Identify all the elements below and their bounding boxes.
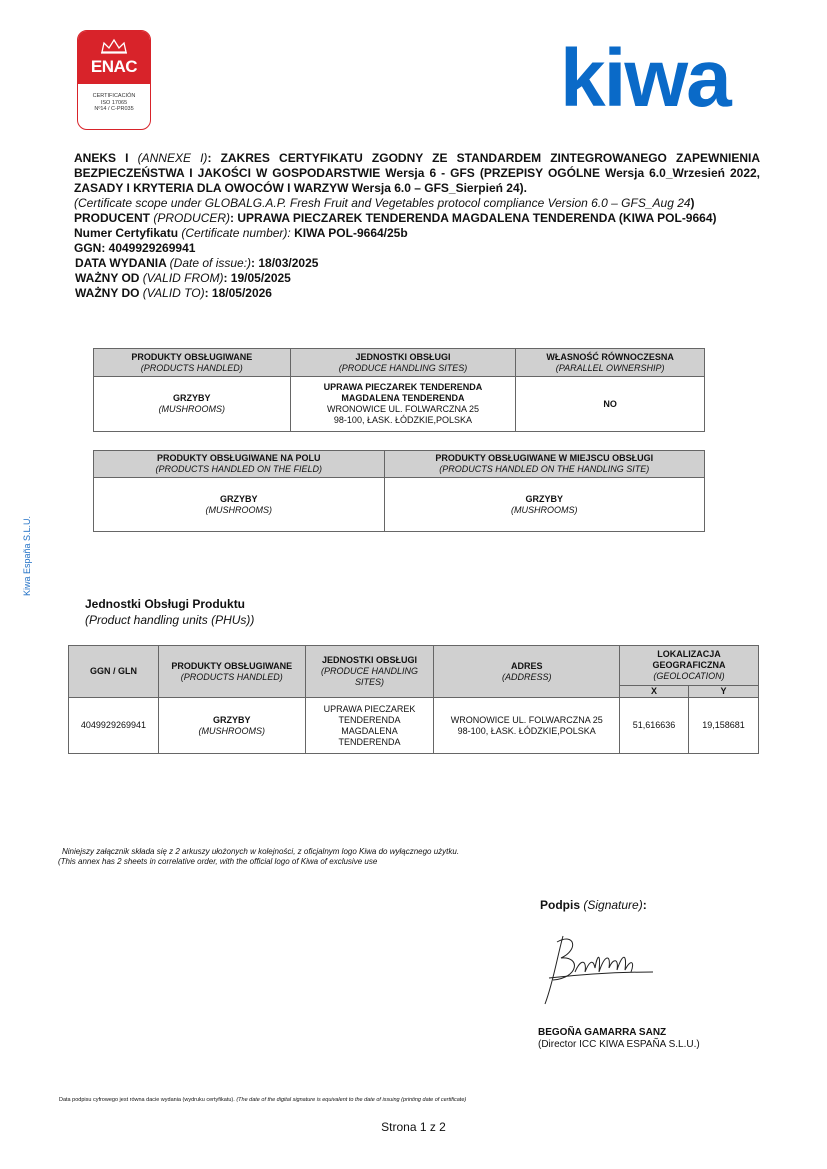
- header-parallel: WŁASNOŚĆ RÓWNOCZESNA (PARALLEL OWNERSHIP): [516, 349, 705, 377]
- phu-subtitle: (Product handling units (PHUs)): [85, 613, 255, 627]
- phu-title: Jednostki Obsługi Produktu: [85, 597, 246, 611]
- cell-site-product: GRZYBY (MUSHROOMS): [384, 478, 704, 532]
- table-row: [69, 698, 759, 754]
- handwritten-signature: [535, 928, 660, 1010]
- scope-line: ANEKS I (ANNEXE I): ZAKRES CERTYFIKATU ZGODNY ZE STANDARDEM ZINTEGROWANEGO ZAPEWNIENIA BEZPIECZEŃSTWA I JAKOŚCI W GOSPODARSTWIE Wersja 6 - GFS (PRZEPISY OGÓLNE Wersja 6.0_Wrzesień 2022, ZASADY I KRYTERIA DLA OWOCÓW I WARZYW Wersja 6.0 – GFS_Sierpień 24).: [74, 151, 761, 195]
- scope-en-line: (Certificate scope under GLOBALG.A.P. Fresh Fruit and Vegetables protocol compliance Version 6.0 – GFS_Aug 24): [74, 196, 695, 210]
- signatory-role: (Director ICC KIWA ESPAÑA S.L.U.): [538, 1039, 700, 1050]
- cell-ggn: 4049929269941: [69, 698, 159, 754]
- header-products: PRODUKTY OBSŁUGIWANE (PRODUCTS HANDLED): [158, 646, 305, 698]
- signatory-name: BEGOÑA GAMARRA SANZ: [538, 1027, 667, 1038]
- cell-site: UPRAWA PIECZAREK TENDERENDA MAGDALENA TENDERENDA WRONOWICE UL. FOLWARCZNA 25 98-100, ŁASK. ŁÓDZKIE,POLSKA: [290, 377, 516, 432]
- products-sites-table: [93, 348, 705, 432]
- certificate-header: [74, 151, 760, 301]
- header-geolocation: LOKALIZACJA GEOGRAFICZNA (GEOLOCATION): [620, 646, 759, 686]
- cell-y: 19,158681: [688, 698, 758, 754]
- enac-logo-name: ENAC: [90, 57, 138, 76]
- table-header-row: [94, 451, 705, 478]
- header-products-field: PRODUKTY OBSŁUGIWANE NA POLU (PRODUCTS HANDLED ON THE FIELD): [94, 451, 385, 478]
- header-products-site: PRODUKTY OBSŁUGIWANE W MIEJSCU OBSŁUGI (PRODUCTS HANDLED ON THE HANDLING SITE): [384, 451, 704, 478]
- certificate-number-line: Numer Certyfikatu (Certificate number): KIWA POL-9664/25b: [74, 226, 408, 240]
- cell-product: GRZYBY (MUSHROOMS): [94, 377, 291, 432]
- cell-field-product: GRZYBY (MUSHROOMS): [94, 478, 385, 532]
- cell-x: 51,616636: [620, 698, 689, 754]
- producer-line: PRODUCENT (PRODUCER): UPRAWA PIECZAREK TENDERENDA MAGDALENA TENDERENDA (KIWA POL-9664): [74, 211, 717, 225]
- header-y: Y: [688, 686, 758, 698]
- cell-address: WRONOWICE UL. FOLWARCZNA 25 98-100, ŁASK. ŁÓDZKIE,POLSKA: [434, 698, 620, 754]
- header-sites: JEDNOSTKI OBSŁUGI (PRODUCE HANDLING SITES): [290, 349, 516, 377]
- annex-note-en: (This annex has 2 sheets in correlative order, with the official logo of Kiwa of exclusive use: [58, 857, 378, 866]
- page-number: Strona 1 z 2: [381, 1120, 446, 1134]
- phu-table: [68, 645, 759, 754]
- crown-icon: [98, 38, 130, 54]
- header-x: X: [620, 686, 689, 698]
- valid-to-line: WAŻNY DO (VALID TO): 18/05/2026: [75, 286, 272, 300]
- footnote: Data podpisu cyfrowego jest równa dacie wydania (wydruku certyfikatu). (The date of the digital signature is equivalent to the date of issuing (printing date of certificate): [59, 1097, 467, 1103]
- side-watermark-text: Kiwa España S.L.U.: [22, 515, 32, 596]
- enac-logo: [77, 30, 151, 130]
- table-header-row: [69, 646, 759, 686]
- table-header-row: [94, 349, 705, 377]
- header-products: PRODUKTY OBSŁUGIWANE (PRODUCTS HANDLED): [94, 349, 291, 377]
- products-field-site-table: [93, 450, 705, 532]
- table-row: [94, 478, 705, 532]
- header-sites: JEDNOSTKI OBSŁUGI (PRODUCE HANDLING SITES): [305, 646, 434, 698]
- issue-date-line: DATA WYDANIA (Date of issue:): 18/03/2025: [75, 256, 319, 270]
- header-address: ADRES (ADDRESS): [434, 646, 620, 698]
- cell-site: UPRAWA PIECZAREK TENDERENDA MAGDALENA TENDERENDA: [305, 698, 434, 754]
- cell-parallel: NO: [516, 377, 705, 432]
- annex-note-pl: Niniejszy załącznik składa się z 2 arkuszy ułożonych w kolejności, z oficjalnym logo Kiwa do wyłącznego użytku.: [62, 847, 460, 856]
- kiwa-logo: kiwa: [560, 33, 730, 124]
- valid-from-line: WAŻNY OD (VALID FROM): 19/05/2025: [75, 271, 291, 285]
- header-ggn: GGN / GLN: [69, 646, 159, 698]
- enac-cert-text: CERTIFICACIÓN ISO 17065 Nº14 / C-PR035: [92, 93, 136, 112]
- table-row: [94, 377, 705, 432]
- ggn-line: GGN: 4049929269941: [74, 241, 196, 255]
- cell-product: GRZYBY (MUSHROOMS): [158, 698, 305, 754]
- signature-label: Podpis (Signature):: [540, 898, 647, 912]
